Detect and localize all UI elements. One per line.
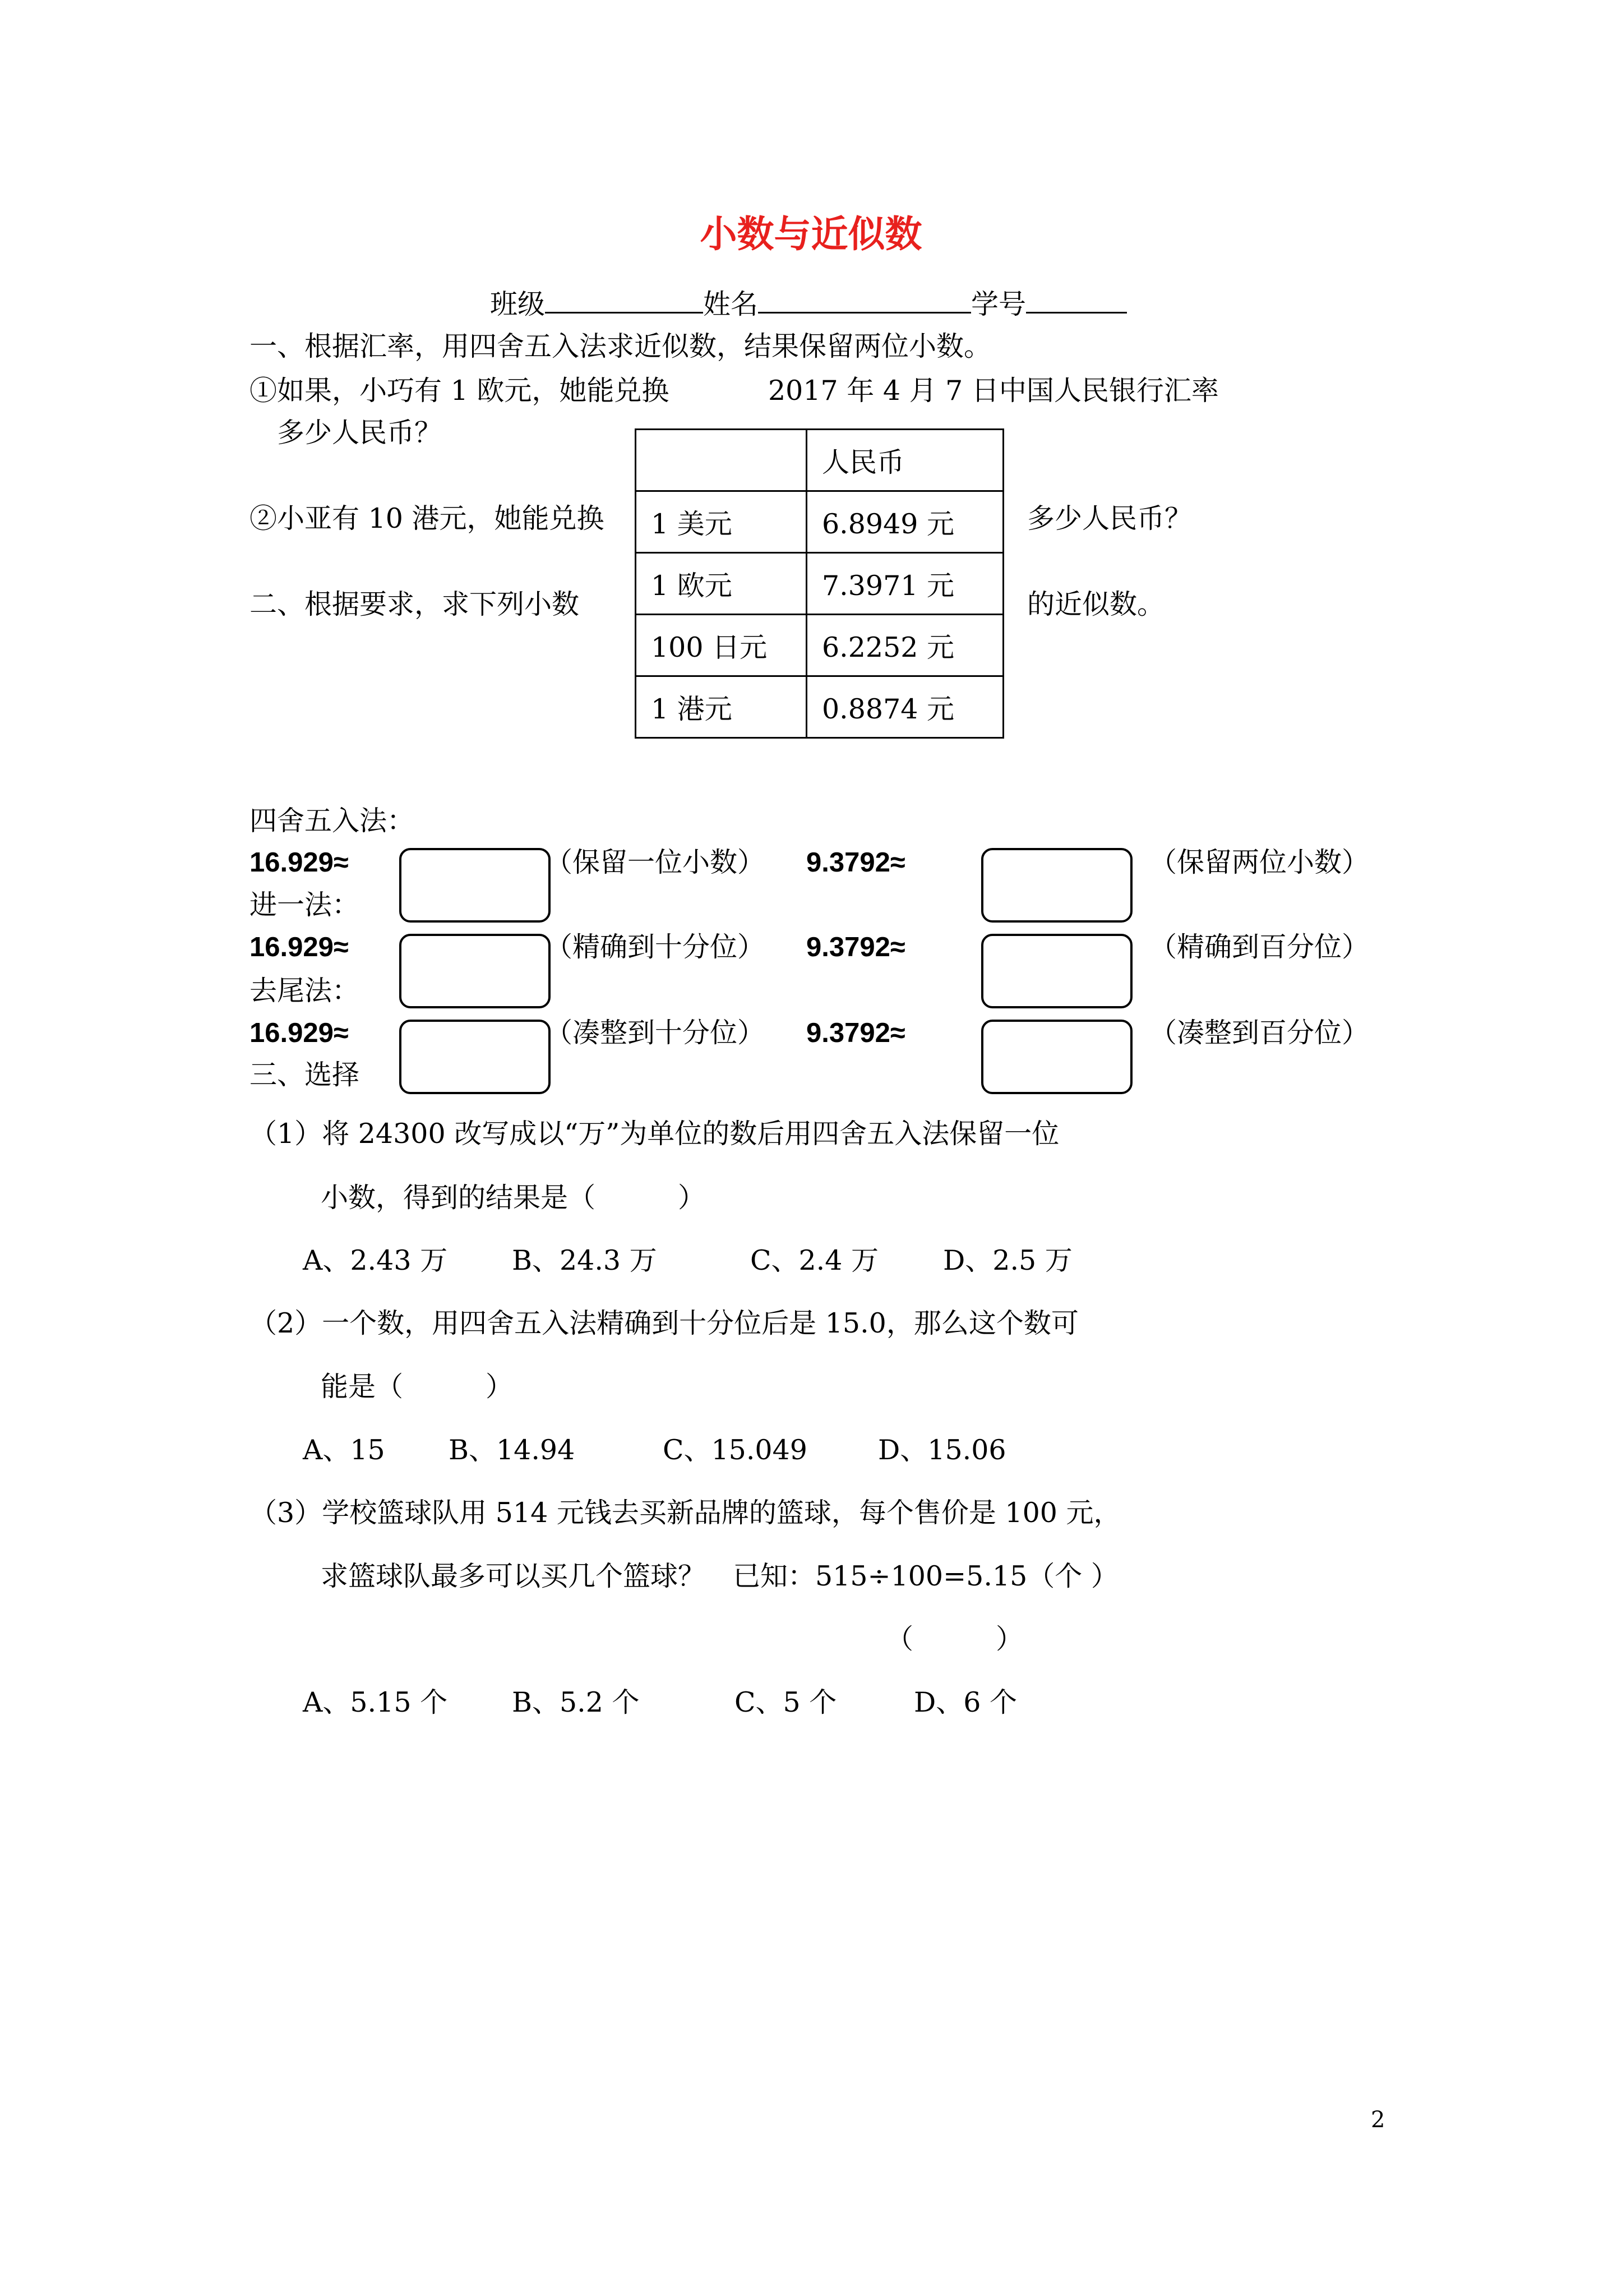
- method-name: 进一法：: [249, 889, 360, 921]
- q1-text-part2: 多少人民币？: [277, 417, 442, 449]
- option-b[interactable]: B、14.94: [449, 1434, 575, 1466]
- name-blank[interactable]: [758, 287, 971, 313]
- section2-heading-right: 的近似数。: [1027, 588, 1165, 620]
- option-a[interactable]: A、15: [303, 1434, 385, 1466]
- question-3-line2: 求篮球队最多可以买几个篮球？ 已知：515÷100=5.15（个 ）: [321, 1560, 1119, 1592]
- id-label: 学号: [971, 288, 1027, 320]
- currency-cell: 1 港元: [636, 676, 807, 738]
- answer-box[interactable]: [399, 1020, 551, 1094]
- rounding-hint: （保留两位小数）: [1149, 846, 1370, 878]
- answer-box[interactable]: [981, 848, 1133, 923]
- section2-heading-left: 二、根据要求，求下列小数: [249, 588, 580, 620]
- question-1-line1: （1）将 24300 改写成以“万”为单位的数后用四舍五入法保留一位: [249, 1118, 1060, 1150]
- page-title: 小数与近似数: [700, 213, 922, 256]
- rate-cell: 7.3971 元: [807, 553, 1004, 615]
- table-row: [636, 676, 1004, 738]
- table-header-row: [636, 430, 1004, 491]
- question-3-answer-blank: （ ）: [886, 1623, 1024, 1655]
- q2-text-right: 多少人民币？: [1027, 502, 1193, 534]
- rounding-hint: （凑整到十分位）: [545, 1017, 765, 1049]
- exchange-rate-table: [635, 428, 1004, 739]
- rate-cell: 6.8949 元: [807, 491, 1004, 553]
- number-93792: 9.3792≈: [806, 847, 905, 878]
- table-row: [636, 491, 1004, 553]
- question-1-line2: 小数，得到的结果是（ ）: [321, 1182, 706, 1214]
- q2-text-left: ②小亚有 10 港元，她能兑换: [249, 502, 604, 534]
- answer-box[interactable]: [399, 848, 551, 923]
- rate-cell: 6.2252 元: [807, 615, 1004, 676]
- section1-heading: 一、根据汇率，用四舍五入法求近似数，结果保留两位小数。: [249, 330, 992, 362]
- option-c[interactable]: C、2.4 万: [750, 1244, 879, 1276]
- number-16929: 16.929≈: [249, 932, 349, 962]
- answer-box[interactable]: [399, 934, 551, 1008]
- table-row: [636, 553, 1004, 615]
- section3-heading: 三、选择: [249, 1059, 360, 1091]
- rate-table-caption: 2017 年 4 月 7 日中国人民银行汇率: [768, 375, 1219, 407]
- currency-cell: 100 日元: [636, 615, 807, 676]
- q1-text-part1: ①如果，小巧有 1 欧元，她能兑换: [249, 375, 669, 407]
- currency-cell: 1 美元: [636, 491, 807, 553]
- currency-cell: 1 欧元: [636, 553, 807, 615]
- rate-cell: 0.8874 元: [807, 676, 1004, 738]
- option-c[interactable]: C、5 个: [734, 1686, 837, 1718]
- option-a[interactable]: A、2.43 万: [303, 1244, 448, 1276]
- rounding-hint: （精确到百分位）: [1149, 931, 1370, 963]
- option-d[interactable]: D、15.06: [878, 1434, 1006, 1466]
- answer-box[interactable]: [981, 934, 1133, 1008]
- class-blank[interactable]: [545, 287, 703, 313]
- option-d[interactable]: D、2.5 万: [943, 1244, 1073, 1276]
- option-b[interactable]: B、5.2 个: [512, 1686, 640, 1718]
- class-label: 班级: [490, 288, 546, 320]
- student-info-line: [490, 287, 1127, 321]
- number-93792: 9.3792≈: [806, 1018, 905, 1048]
- option-d[interactable]: D、6 个: [914, 1686, 1018, 1718]
- number-16929: 16.929≈: [249, 1018, 349, 1048]
- rounding-hint: （精确到十分位）: [545, 931, 765, 963]
- table-header-cell: 人民币: [807, 430, 1004, 491]
- number-93792: 9.3792≈: [806, 932, 905, 962]
- page-number: 2: [1371, 2107, 1385, 2133]
- rounding-hint: （保留一位小数）: [545, 846, 765, 878]
- question-2-line2: 能是（ ）: [321, 1371, 514, 1403]
- option-c[interactable]: C、15.049: [663, 1434, 807, 1466]
- number-16929: 16.929≈: [249, 847, 349, 878]
- rounding-hint: （凑整到百分位）: [1149, 1017, 1370, 1049]
- answer-box[interactable]: [981, 1020, 1133, 1094]
- method-name: 去尾法：: [249, 975, 360, 1007]
- option-b[interactable]: B、24.3 万: [512, 1244, 657, 1276]
- option-a[interactable]: A、5.15 个: [303, 1686, 448, 1718]
- name-label: 姓名: [703, 288, 759, 320]
- table-header-cell: [636, 430, 807, 491]
- id-blank[interactable]: [1026, 287, 1127, 313]
- question-3-line1: （3）学校篮球队用 514 元钱去买新品牌的篮球，每个售价是 100 元，: [249, 1497, 1121, 1529]
- table-row: [636, 615, 1004, 676]
- method-name: 四舍五入法：: [249, 805, 415, 837]
- question-2-line1: （2）一个数，用四舍五入法精确到十分位后是 15.0，那么这个数可: [249, 1307, 1079, 1339]
